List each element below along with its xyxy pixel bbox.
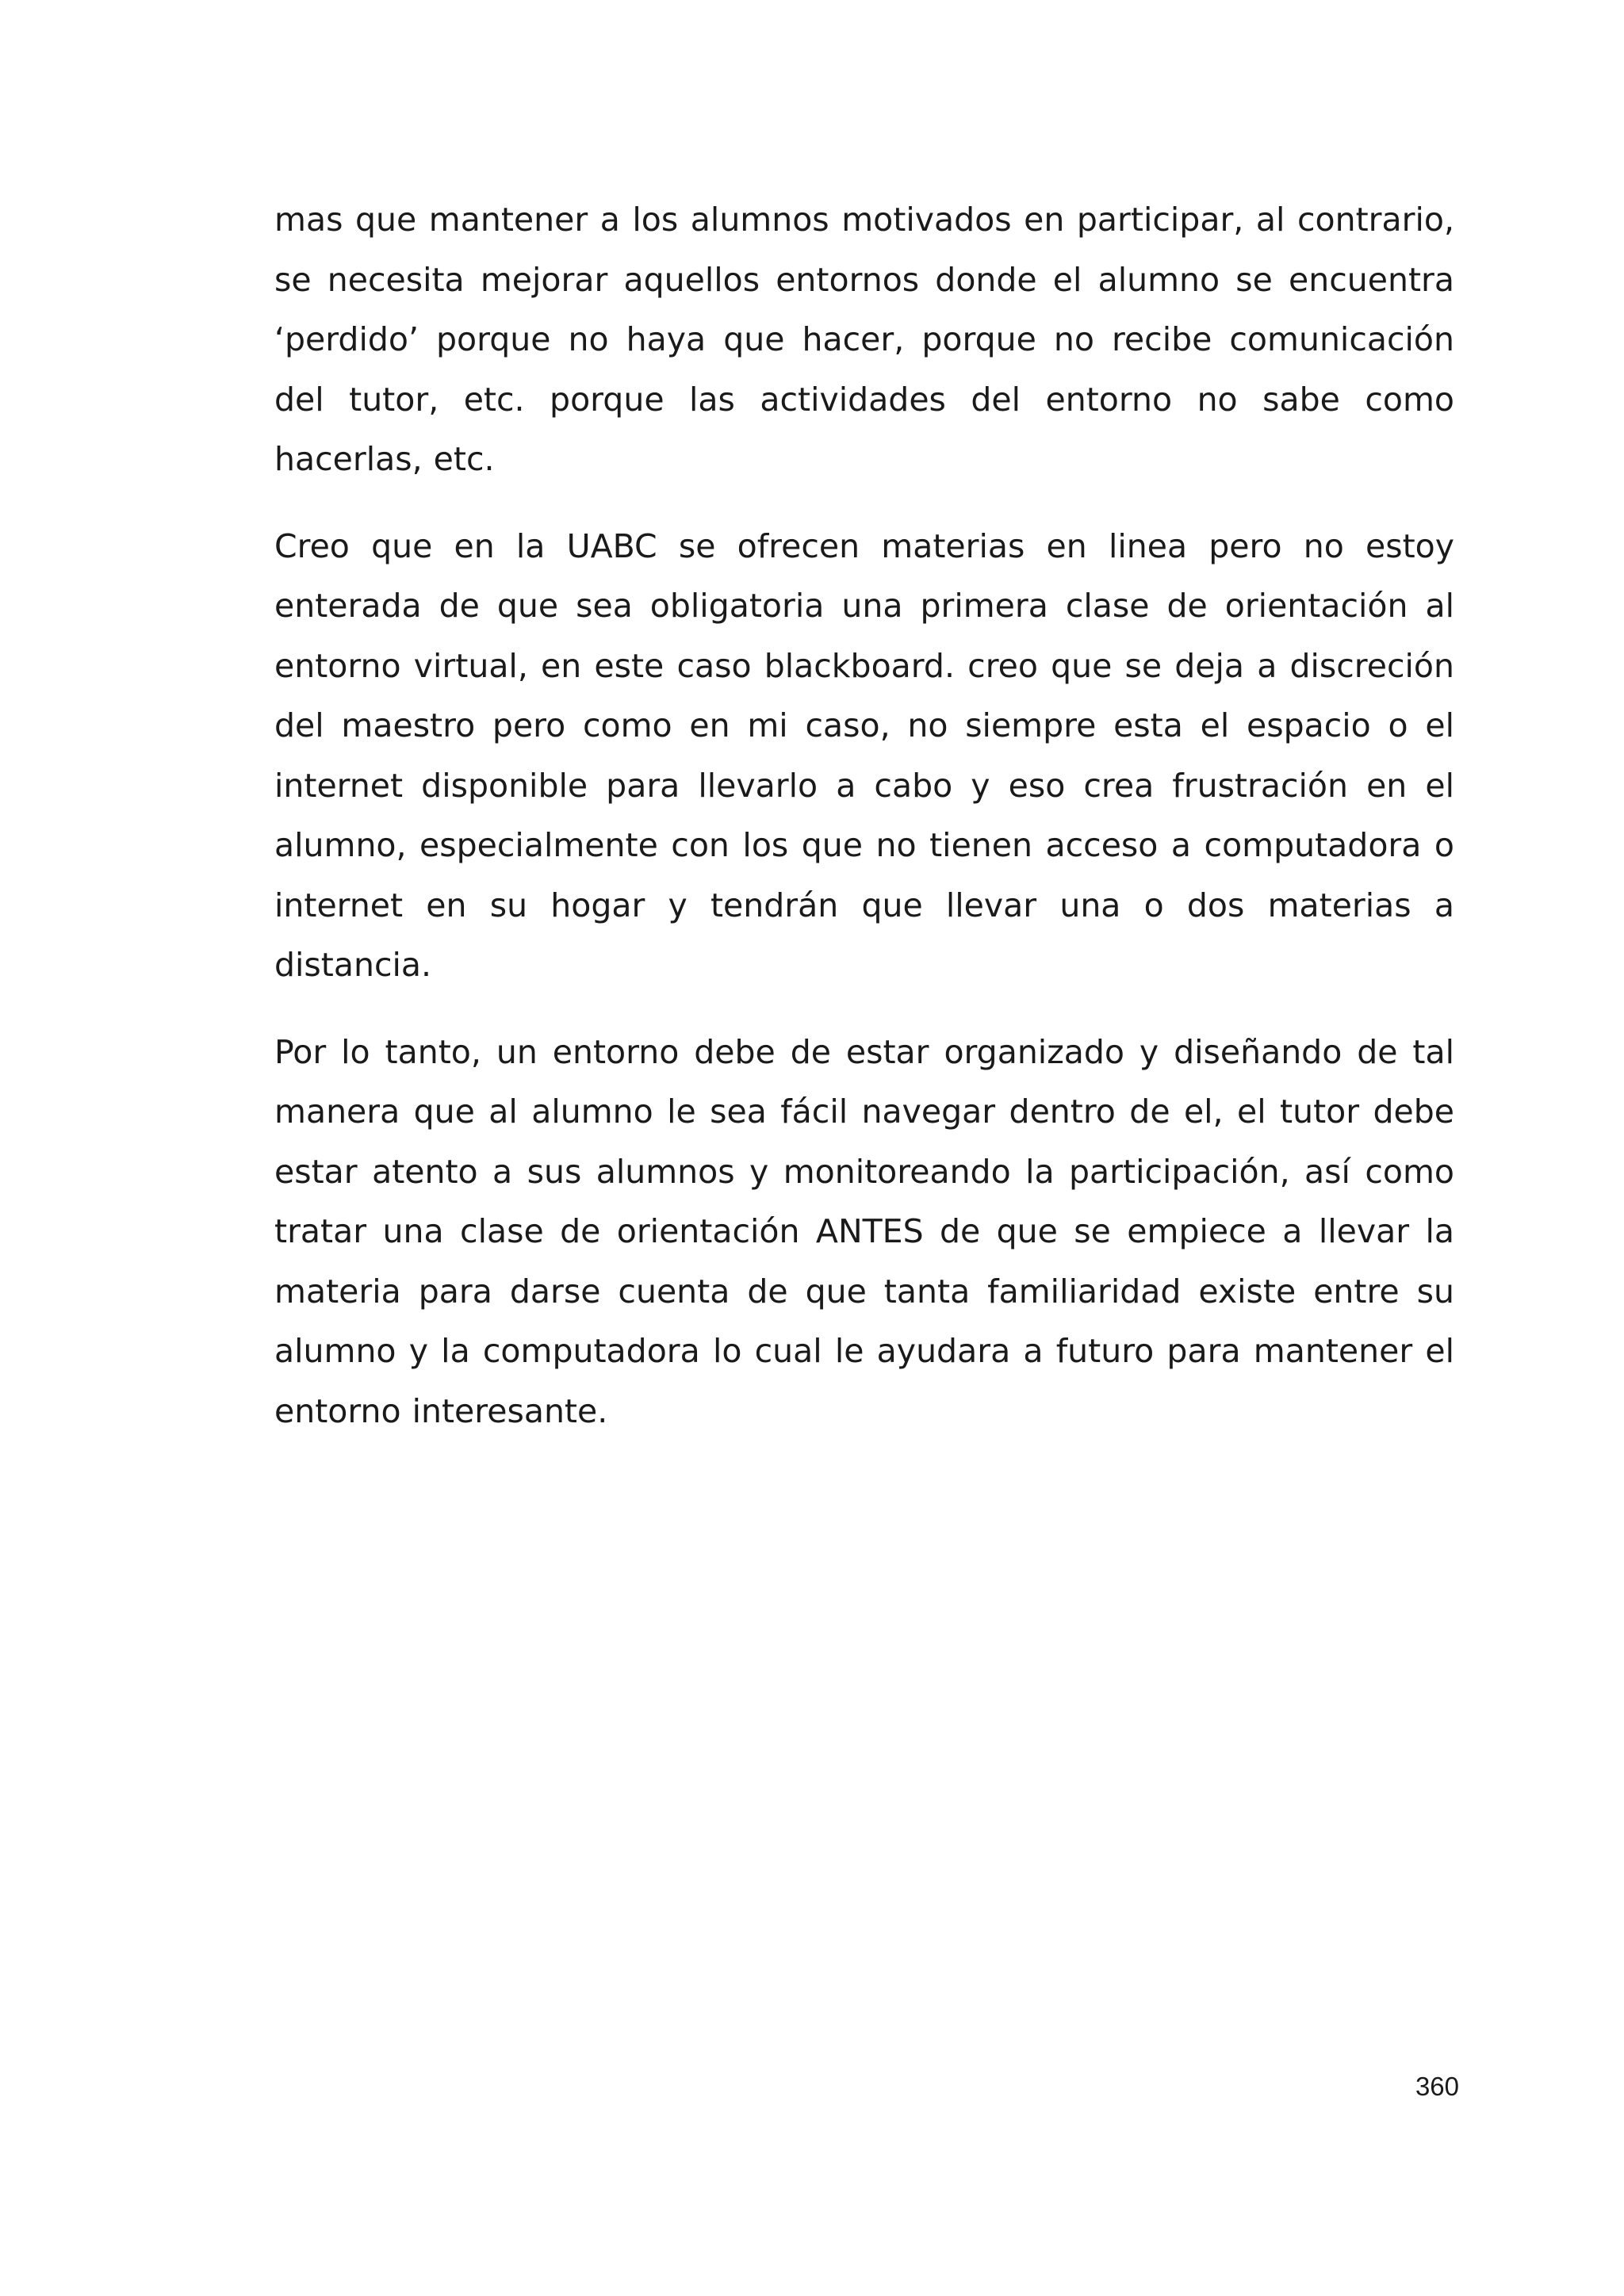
- text-line: del maestro pero como en mi caso, no siempre esta el espacio o el: [274, 706, 1454, 744]
- text-line: internet disponible para llevarlo a cabo y eso crea frustración en el: [274, 766, 1454, 805]
- text-line: manera que al alumno le sea fácil navegar dentro de el, el tutor debe: [274, 1093, 1454, 1131]
- text-line: tratar una clase de orientación ANTES de que se empiece a llevar la: [274, 1212, 1454, 1250]
- text-line: hacerlas, etc.: [274, 440, 495, 478]
- text-line: mas que mantener a los alumnos motivados en participar, al contrario,: [274, 201, 1454, 239]
- body-text: [274, 190, 1454, 1468]
- text-line: Por lo tanto, un entorno debe de estar organizado y diseñando de tal: [274, 1032, 1454, 1071]
- paragraph-3: [274, 1023, 1454, 1442]
- text-line: enterada de que sea obligatoria una primera clase de orientación al: [274, 587, 1454, 625]
- text-line: Creo que en la UABC se ofrecen materias en linea pero no estoy: [274, 526, 1454, 565]
- text-line: del tutor, etc. porque las actividades del entorno no sabe como: [274, 380, 1454, 419]
- text-line: distancia.: [274, 946, 432, 984]
- text-line: entorno interesante.: [274, 1391, 608, 1430]
- text-line: entorno virtual, en este caso blackboard. creo que se deja a discreción: [274, 646, 1454, 685]
- text-line: ‘perdido’ porque no haya que hacer, porque no recibe comunicación: [274, 320, 1454, 358]
- text-line: estar atento a sus alumnos y monitoreando la participación, así como: [274, 1152, 1454, 1191]
- text-line: se necesita mejorar aquellos entornos donde el alumno se encuentra: [274, 260, 1454, 299]
- text-line: materia para darse cuenta de que tanta familiaridad existe entre su: [274, 1272, 1454, 1311]
- text-line: internet en su hogar y tendrán que llevar una o dos materias a: [274, 886, 1454, 924]
- paragraph-1: [274, 190, 1454, 490]
- paragraph-2: [274, 517, 1454, 996]
- text-line: alumno, especialmente con los que no tienen acceso a computadora o: [274, 826, 1454, 864]
- text-line: alumno y la computadora lo cual le ayudara a futuro para mantener el: [274, 1332, 1454, 1370]
- page-number: 360: [1415, 2072, 1459, 2101]
